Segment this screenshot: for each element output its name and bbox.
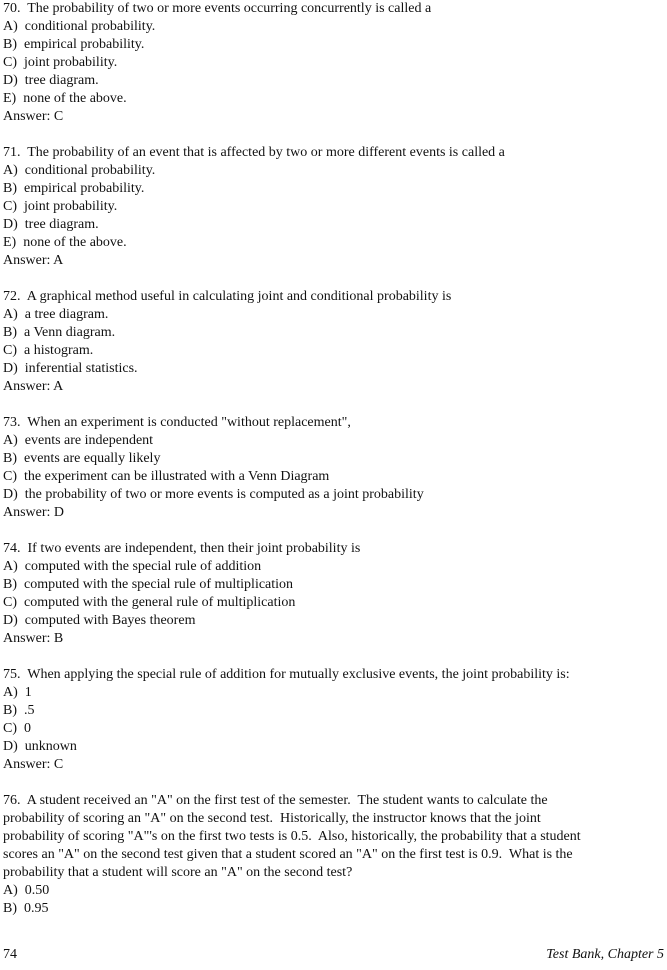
answer-key: Answer: A: [3, 253, 64, 268]
answer-option-b: B) 0.95: [3, 901, 49, 916]
question-76: [3, 792, 663, 918]
answer-option-a: A) 0.50: [3, 883, 50, 898]
answer-key: Answer: C: [3, 109, 64, 124]
question-stem: 76. A student received an "A" on the first test of the semester. The student wants to calculate the: [3, 793, 548, 808]
question-70: [3, 0, 663, 126]
answer-key: Answer: D: [3, 505, 65, 520]
answer-option-c: C) computed with the general rule of multiplication: [3, 595, 296, 610]
question-74: [3, 540, 663, 648]
answer-option-a: A) computed with the special rule of addition: [3, 559, 262, 574]
answer-option-e: E) none of the above.: [3, 235, 127, 250]
answer-option-a: A) 1: [3, 685, 32, 700]
answer-option-e: E) none of the above.: [3, 91, 127, 106]
answer-option-b: B) events are equally likely: [3, 451, 161, 466]
question-75: [3, 666, 663, 774]
question-stem-continued: probability that a student will score an "A" on the second test?: [3, 865, 353, 880]
page-number: 74: [3, 947, 17, 962]
answer-option-b: B) .5: [3, 703, 35, 718]
question-stem: 74. If two events are independent, then their joint probability is: [3, 541, 361, 556]
question-stem: 70. The probability of two or more events occurring concurrently is called a: [3, 1, 432, 16]
footer-book-title: Test Bank, Chapter 5: [546, 947, 664, 962]
test-bank-page: [3, 0, 663, 936]
answer-key: Answer: B: [3, 631, 64, 646]
question-stem: 72. A graphical method useful in calculating joint and conditional probability is: [3, 289, 452, 304]
answer-option-d: D) unknown: [3, 739, 77, 754]
question-72: [3, 288, 663, 396]
answer-option-d: D) inferential statistics.: [3, 361, 138, 376]
answer-option-b: B) empirical probability.: [3, 181, 145, 196]
answer-option-a: A) conditional probability.: [3, 19, 156, 34]
answer-option-d: D) tree diagram.: [3, 73, 99, 88]
answer-option-b: B) computed with the special rule of multiplication: [3, 577, 294, 592]
question-71: [3, 144, 663, 270]
answer-option-b: B) empirical probability.: [3, 37, 145, 52]
answer-option-c: C) joint probability.: [3, 199, 118, 214]
answer-option-c: C) a histogram.: [3, 343, 94, 358]
question-stem: 71. The probability of an event that is affected by two or more different events is called a: [3, 145, 505, 160]
question-73: [3, 414, 663, 522]
answer-key: Answer: A: [3, 379, 64, 394]
question-stem-continued: probability of scoring an "A" on the second test. Historically, the instructor knows that the joint: [3, 811, 541, 826]
question-stem: 73. When an experiment is conducted "without replacement",: [3, 415, 351, 430]
question-stem-continued: probability of scoring "A"'s on the first two tests is 0.5. Also, historically, the probability that a student: [3, 829, 581, 844]
answer-option-d: D) tree diagram.: [3, 217, 99, 232]
answer-key: Answer: C: [3, 757, 64, 772]
answer-option-d: D) the probability of two or more events is computed as a joint probability: [3, 487, 424, 502]
answer-option-a: A) events are independent: [3, 433, 154, 448]
answer-option-b: B) a Venn diagram.: [3, 325, 116, 340]
answer-option-c: C) 0: [3, 721, 31, 736]
question-stem: 75. When applying the special rule of addition for mutually exclusive events, the joint probability is:: [3, 667, 570, 682]
answer-option-a: A) a tree diagram.: [3, 307, 109, 322]
answer-option-d: D) computed with Bayes theorem: [3, 613, 196, 628]
answer-option-c: C) the experiment can be illustrated with a Venn Diagram: [3, 469, 330, 484]
answer-option-a: A) conditional probability.: [3, 163, 156, 178]
page-footer: [3, 946, 664, 964]
question-stem-continued: scores an "A" on the second test given that a student scored an "A" on the first test is 0.9. What is the: [3, 847, 573, 862]
answer-option-c: C) joint probability.: [3, 55, 118, 70]
